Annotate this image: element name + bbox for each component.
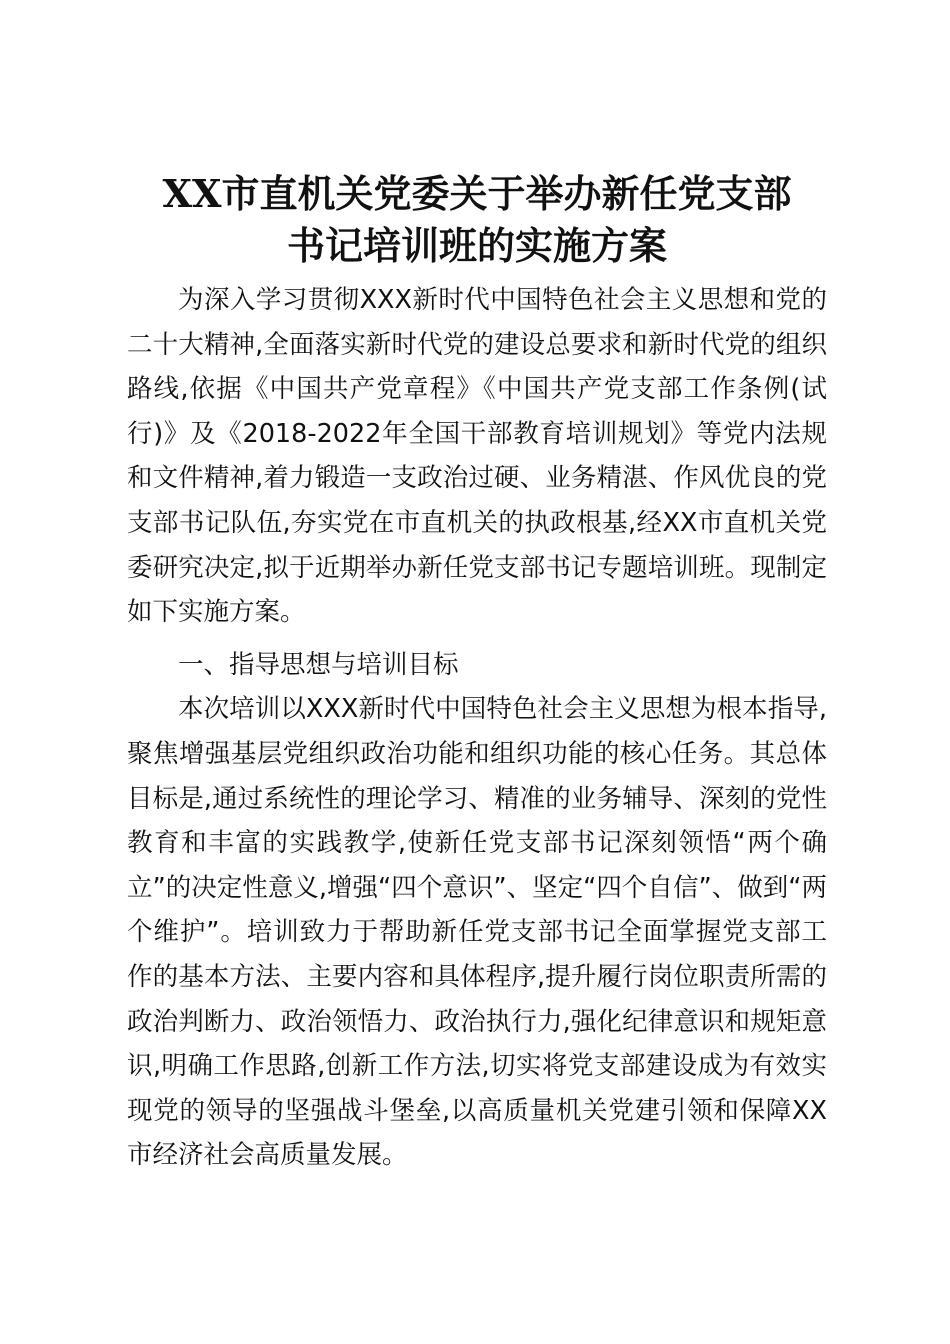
title-line-2: 书记培训班的实施方案: [286, 223, 667, 268]
document-title: [127, 168, 827, 272]
section-1-heading: 一、指导思想与培训目标: [178, 649, 459, 680]
intro-paragraph: 为深入学习贯彻XXX新时代中国特色社会主义思想和党的二十大精神,全面落实新时代党的建设总要求和新时代党的组织路线,依据《中国共产党章程》《中国共产党支部工作条例(试行)》及《2018-2022年全国干部教育培训规划》等党内法规和文件精神,着力锻造一支政治过硬、业务精湛、作风优良的党支部书记队伍,夯实党在市直机关的执政根基,经XX市直机关党委研究决定,拟于近期举办新任党支部书记专题培训班。现制定如下实施方案。: [127, 285, 827, 628]
title-line-1: XX市直机关党委关于举办新任党支部: [162, 171, 792, 216]
document-page: [127, 168, 827, 1178]
section-1-paragraph: 本次培训以XXX新时代中国特色社会主义思想为根本指导,聚焦增强基层党组织政治功能和组织功能的核心任务。其总体目标是,通过系统性的理论学习、精准的业务辅导、深刻的党性教育和丰富的实践教学,使新任党支部书记深刻领悟“两个确立”的决定性意义,增强“四个意识”、坚定“四个自信”、做到“两个维护”。培训致力于帮助新任党支部书记全面掌握党支部工作的基本方法、主要内容和具体程序,提升履行岗位职责所需的政治判断力、政治领悟力、政治执行力,强化纪律意识和规矩意识,明确工作思路,创新工作方法,切实将党支部建设成为有效实现党的领导的坚强战斗堡垒,以高质量机关党建引领和保障XX市经济社会高质量发展。: [127, 694, 827, 1171]
